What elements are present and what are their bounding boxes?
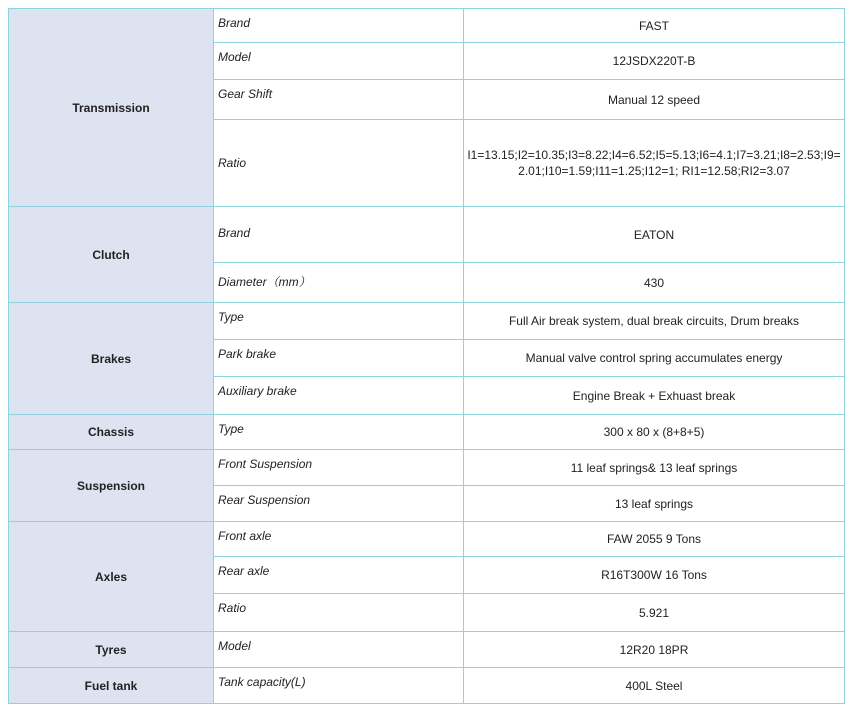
property-label: Ratio [214, 120, 464, 207]
category-cell-tyres: Tyres [9, 632, 214, 668]
table-row [9, 450, 845, 486]
property-label: Brand [214, 9, 464, 43]
property-value: Full Air break system, dual break circuits, Drum breaks [464, 303, 845, 340]
property-label: Gear Shift [214, 80, 464, 120]
property-value: R16T300W 16 Tons [464, 557, 845, 594]
property-value: 430 [464, 263, 845, 303]
property-label: Front axle [214, 522, 464, 557]
property-value: 5.921 [464, 594, 845, 632]
category-cell-suspension: Suspension [9, 450, 214, 522]
property-value: 13 leaf springs [464, 486, 845, 522]
table-row [9, 632, 845, 668]
property-value: 11 leaf springs& 13 leaf springs [464, 450, 845, 486]
property-label: Tank capacity(L) [214, 668, 464, 704]
spec-table [8, 8, 845, 704]
category-cell-brakes: Brakes [9, 303, 214, 415]
property-label: Front Suspension [214, 450, 464, 486]
property-label: Rear axle [214, 557, 464, 594]
category-cell-fuel-tank: Fuel tank [9, 668, 214, 704]
table-row [9, 303, 845, 340]
property-label: Type [214, 303, 464, 340]
property-label: Diameter（mm） [214, 263, 464, 303]
property-value: EATON [464, 207, 845, 263]
property-label: Rear Suspension [214, 486, 464, 522]
category-cell-clutch: Clutch [9, 207, 214, 303]
property-value: I1=13.15;I2=10.35;I3=8.22;I4=6.52;I5=5.13;I6=4.1;I7=3.21;I8=2.53;I9=2.01;I10=1.59;I11=1.25;I12=1; RI1=12.58;RI2=3.07 [464, 120, 845, 207]
property-value: FAST [464, 9, 845, 43]
property-label: Brand [214, 207, 464, 263]
property-value: 12JSDX220T-B [464, 43, 845, 80]
property-label: Park brake [214, 340, 464, 377]
category-cell-axles: Axles [9, 522, 214, 632]
table-row [9, 668, 845, 704]
property-value: Engine Break + Exhuast break [464, 377, 845, 415]
table-row [9, 9, 845, 43]
category-cell-transmission: Transmission [9, 9, 214, 207]
category-cell-chassis: Chassis [9, 415, 214, 450]
table-row [9, 522, 845, 557]
property-label: Type [214, 415, 464, 450]
property-value: FAW 2055 9 Tons [464, 522, 845, 557]
table-row [9, 207, 845, 263]
property-value: 400L Steel [464, 668, 845, 704]
property-value: 12R20 18PR [464, 632, 845, 668]
property-value: Manual 12 speed [464, 80, 845, 120]
property-label: Model [214, 43, 464, 80]
property-value: 300 x 80 x (8+8+5) [464, 415, 845, 450]
table-row [9, 415, 845, 450]
property-value: Manual valve control spring accumulates energy [464, 340, 845, 377]
property-label: Ratio [214, 594, 464, 632]
property-label: Auxiliary brake [214, 377, 464, 415]
property-label: Model [214, 632, 464, 668]
